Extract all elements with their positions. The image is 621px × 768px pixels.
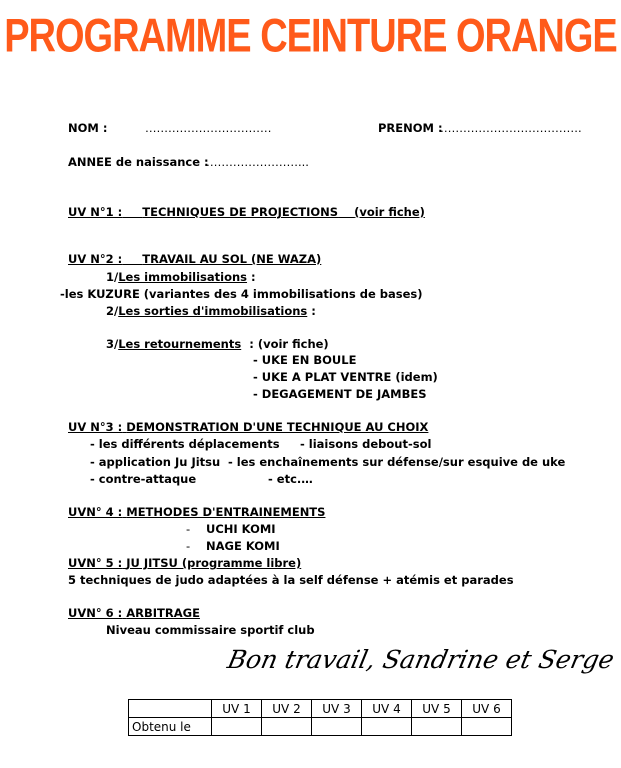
table-row-label: Obtenu le — [129, 718, 212, 736]
nom-label: NOM : — [68, 121, 108, 135]
uv6-label: UVN° 6 : — [68, 606, 123, 620]
table-cell[interactable] — [412, 718, 462, 736]
nom-field[interactable]: …………………………… — [145, 121, 272, 135]
uv2-item3-label: Les retournements — [118, 337, 242, 351]
uv5-detail: 5 techniques de judo adaptées à la self défense + atémis et parades — [68, 573, 514, 587]
table-corner-cell — [129, 700, 212, 718]
uv4-title: METHODES D'ENTRAINEMENTS — [126, 505, 326, 519]
uv3-title: DEMONSTRATION D'UNE TECHNIQUE AU CHOIX — [126, 420, 429, 434]
table-cell[interactable] — [212, 718, 262, 736]
uv6-heading — [68, 606, 200, 620]
table-cell[interactable] — [362, 718, 412, 736]
uv2-item1-detail: -les KUZURE (variantes des 4 immobilisations de bases) — [60, 287, 423, 301]
prenom-label: PRENOM : — [378, 121, 443, 135]
uv6-title: ARBITRAGE — [126, 606, 200, 620]
page-title: PROGRAMME CEINTURE ORANGE — [4, 10, 617, 63]
uv2-item2-label: Les sorties d'immobilisations — [118, 304, 308, 318]
uv4-bullet: - — [186, 522, 191, 536]
table-header-cell: UV 6 — [462, 700, 512, 718]
uv3-line1b: - liaisons debout-sol — [300, 437, 432, 451]
uv2-item1-colon: : — [247, 270, 256, 284]
list-item: - DEGAGEMENT DE JAMBES — [253, 387, 427, 401]
uv3-line1a: - les différents déplacements — [90, 437, 280, 451]
uv4-heading — [68, 505, 325, 519]
list-item: NAGE KOMI — [206, 539, 280, 553]
prenom-field[interactable]: ………………………………. — [440, 121, 582, 135]
uv5-heading — [68, 556, 301, 570]
signature: Bon travail, Sandrine et Serge — [224, 645, 617, 674]
uv3-line3a: - contre-attaque — [90, 472, 197, 486]
uv5-label: UVN° 5 : — [68, 556, 123, 570]
uv6-detail: Niveau commissaire sportif club — [106, 623, 315, 637]
uv2-item3-note: : (voir fiche) — [249, 337, 329, 351]
list-item: UCHI KOMI — [206, 522, 276, 536]
uv3-line2a: - application Ju Jitsu — [90, 455, 221, 469]
list-item: - UKE EN BOULE — [253, 353, 357, 367]
uv4-label: UVN° 4 : — [68, 505, 123, 519]
table-header-cell: UV 4 — [362, 700, 412, 718]
table-header-row — [129, 700, 512, 718]
uv2-item2-num: 2/ — [106, 304, 119, 318]
uv2-item1 — [106, 270, 256, 284]
table-cell[interactable] — [262, 718, 312, 736]
uv3-heading — [68, 420, 428, 434]
list-item: - UKE A PLAT VENTRE (idem) — [253, 370, 438, 384]
uv1-title: TECHNIQUES DE PROJECTIONS — [142, 205, 339, 219]
table-cell[interactable] — [462, 718, 512, 736]
annee-label: ANNEE de naissance : — [68, 155, 209, 169]
uv2-label: UV N°2 : — [68, 252, 123, 266]
table-header-cell: UV 2 — [262, 700, 312, 718]
uv2-item2 — [106, 304, 316, 318]
uv2-heading — [68, 252, 321, 266]
table-header-cell: UV 1 — [212, 700, 262, 718]
table-cell[interactable] — [312, 718, 362, 736]
uv4-bullet: - — [186, 539, 191, 553]
table-row — [129, 718, 512, 736]
uv2-title: TRAVAIL AU SOL (NE WAZA) — [142, 252, 322, 266]
validation-table — [128, 699, 512, 736]
uv2-item1-label: Les immobilisations — [118, 270, 248, 284]
uv1-heading — [68, 205, 425, 219]
uv2-item3 — [106, 337, 329, 351]
table-header-cell: UV 3 — [312, 700, 362, 718]
uv1-label: UV N°1 : — [68, 205, 123, 219]
uv3-label: UV N°3 : — [68, 420, 123, 434]
uv3-line2b: - les enchaînements sur défense/sur esquive de uke — [228, 455, 566, 469]
uv1-note: (voir fiche) — [354, 205, 425, 219]
uv5-title: JU JITSU (programme libre) — [126, 556, 302, 570]
uv2-item1-num: 1/ — [106, 270, 119, 284]
annee-field[interactable]: ……………………... — [206, 155, 309, 169]
uv3-line3b: - etc.… — [268, 472, 313, 486]
uv2-item3-num: 3/ — [106, 337, 119, 351]
uv2-item2-colon: : — [307, 304, 316, 318]
table-header-cell: UV 5 — [412, 700, 462, 718]
